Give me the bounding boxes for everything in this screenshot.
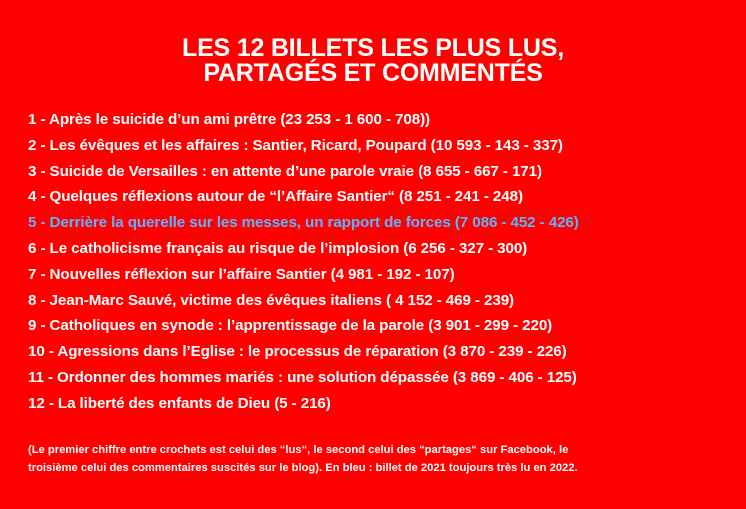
list-item: 9 - Catholiques en synode : l’apprentissage de la parole (3 901 - 299 - 220) xyxy=(28,317,553,335)
list-item: 8 - Jean-Marc Sauvé, victime des évêques italiens ( 4 152 - 469 - 239) xyxy=(28,291,515,309)
footnote xyxy=(28,441,728,477)
footnote-line-2: troisième celui des commentaires suscités sur le blog). En bleu : billet de 2021 toujours très lu en 2022. xyxy=(28,462,578,474)
list-item: 11 - Ordonner des hommes mariés : une solution dépassée (3 869 - 406 - 125) xyxy=(28,368,577,386)
title-line-2: PARTAGÉS ET COMMENTÉS xyxy=(203,59,543,87)
article-list xyxy=(28,107,728,417)
list-item: 2 - Les évêques et les affaires : Santier, Ricard, Poupard (10 593 - 143 - 337) xyxy=(28,136,563,154)
list-item: 10 - Agressions dans l’Eglise : le processus de réparation (3 870 - 239 - 226) xyxy=(28,343,567,361)
footnote-line-1: (Le premier chiffre entre crochets est celui des “lus“, le second celui des “partages“ sur Facebook, le xyxy=(28,444,569,456)
list-item: 7 - Nouvelles réflexion sur l’affaire Santier (4 981 - 192 - 107) xyxy=(28,265,455,283)
list-item: 12 - La liberté des enfants de Dieu (5 - 216) xyxy=(28,394,331,412)
list-item: 1 - Après le suicide d’un ami prêtre (23 253 - 1 600 - 708)) xyxy=(28,111,430,128)
list-item: 5 - Derrière la querelle sur les messes, un rapport de forces (7 086 - 452 - 426) xyxy=(28,214,579,232)
title-line-1: LES 12 BILLETS LES PLUS LUS, xyxy=(182,34,564,62)
page-title xyxy=(0,36,746,86)
list-item: 4 - Quelques réflexions autour de “l’Affaire Santier“ (8 251 - 241 - 248) xyxy=(28,188,523,206)
list-item: 6 - Le catholicisme français au risque de l’implosion (6 256 - 327 - 300) xyxy=(28,239,528,257)
list-item: 3 - Suicide de Versailles : en attente d’une parole vraie (8 655 - 667 - 171) xyxy=(28,162,542,180)
